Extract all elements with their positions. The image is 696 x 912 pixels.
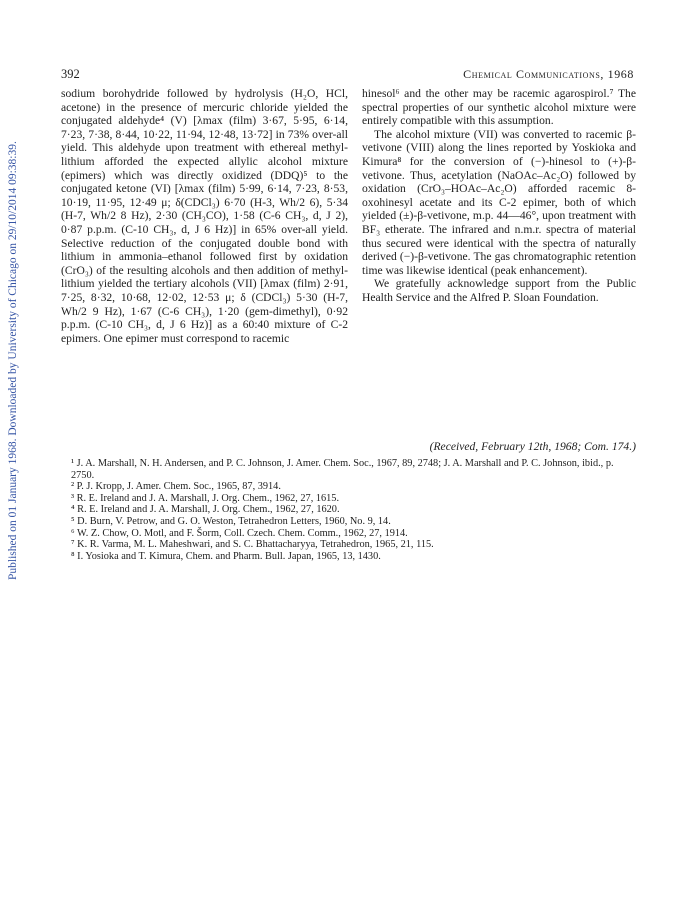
page-number: 392 [61, 67, 80, 81]
left-column [61, 87, 348, 345]
right-paragraph-1: hinesol⁶ and the other may be racemic agarospirol.⁷ The spectral properties of our synthetic alcohol mixture were entirely compatible with this assumption. [362, 87, 636, 128]
reference-8: ⁸ I. Yosioka and T. Kimura, Chem. and Pharm. Bull. Japan, 1965, 13, 1430. [71, 550, 381, 562]
reference-6: ⁶ W. Z. Chow, O. Motl, and F. Šorm, Coll. Czech. Chem. Comm., 1962, 27, 1914. [71, 527, 408, 539]
right-paragraph-3: We gratefully acknowledge support from the Public Health Service and the Alfred P. Sloan Foundation. [362, 277, 636, 304]
reference-7: ⁷ K. R. Varma, M. L. Maheshwari, and S. C. Bhattacharyya, Tetrahedron, 1965, 21, 115. [71, 539, 434, 551]
reference-3: ³ R. E. Ireland and J. A. Marshall, J. Org. Chem., 1962, 27, 1615. [71, 492, 340, 504]
received-date: (Received, February 12th, 1968; Com. 174.) [429, 440, 636, 453]
reference-1: ¹ J. A. Marshall, N. H. Andersen, and P. C. Johnson, J. Amer. Chem. Soc., 1967, 89, 2748; J. A. Marshall and P. C. Johnson, ibid., p. 2750. [71, 458, 614, 481]
reference-5: ⁵ D. Burn, V. Petrow, and G. O. Weston, Tetrahedron Letters, 1960, No. 9, 14. [71, 515, 391, 527]
download-watermark-text: Published on 01 January 1968. Downloaded by University of Chicago on 29/10/2014 09:38:39. [7, 141, 19, 580]
reference-2: ² P. J. Kropp, J. Amer. Chem. Soc., 1965, 87, 3914. [71, 481, 281, 493]
right-column [362, 87, 636, 305]
right-paragraph-2: The alcohol mixture (VII) was converted to racemic β-vetivone (VIII) along the lines reported by Yoskioka and Kimura⁸ for the conversion of (−)-hinesol to (+)-β-vetivone. Thus, acetylation (NaOAc–Ac₂O) followed by oxidation (CrO₃–HOAc–Ac₂O) afforded racemic 8-oxohinesyl acetate and its C-2 epimer, both of which yielded (±)-β-vetivone, m.p. 44—46°, upon treatment with BF₃ etherate. The infrared and n.m.r. spectra of material thus secured were identical with the spectra of naturally derived (−)-β-vetivone. The gas chromatographic retention time was likewise identical (peak enhancement). [362, 127, 636, 277]
running-head: Chemical Communications, 1968 [463, 67, 634, 81]
references [61, 458, 639, 562]
left-paragraph-1: sodium borohydride followed by hydrolysis (H₂O, HCl, acetone) in the presence of mercuric chloride yielded the conjugated aldehyde⁴ (V) [λmax (film) 3·67, 5·95, 6·14, 7·23, 7·38, 8·44, 10·22, 11·94, 12·48, 13·72] in 73% over-all yield. This aldehyde upon treatment with ethereal methyl-lithium afforded the expected allylic alcohol mixture (epimers) which was directly oxidized (DDQ)⁵ to the conjugated ketone (VI) [λmax (film) 5·99, 6·14, 7·23, 8·53, 10·19, 11·95, 12·49 μ; δ(CDCl₃) 6·70 (H-3, Wh/2 6), 5·34 (H-7, Wh/2 8 Hz), 2·30 (CH₃CO), 1·58 (C-6 CH₃, d, J 2), 0·87 p.p.m. (C-10 CH₃, d, J 6 Hz)] in 65% over-all yield. Selective reduction of the conjugated double bond with lithium in ammonia–ethanol followed first by oxidation (CrO₃) of the resulting alcohols and then addition of methyl-lithium yielded the tertiary alcohols (VII) [λmax (film) 2·91, 7·25, 8·32, 10·68, 12·02, 12·53 μ; δ (CDCl₃) 5·30 (H-7, Wh/2 9 Hz), 1·67 (C-6 CH₃), 1·20 (gem-dimethyl), 0·92 p.p.m. (C-10 CH₃, d, J 6 Hz)] as a 60:40 mixture of C-2 epimers. One epimer must correspond to racemic [61, 87, 348, 345]
reference-4: ⁴ R. E. Ireland and J. A. Marshall, J. Org. Chem., 1962, 27, 1620. [71, 504, 340, 516]
